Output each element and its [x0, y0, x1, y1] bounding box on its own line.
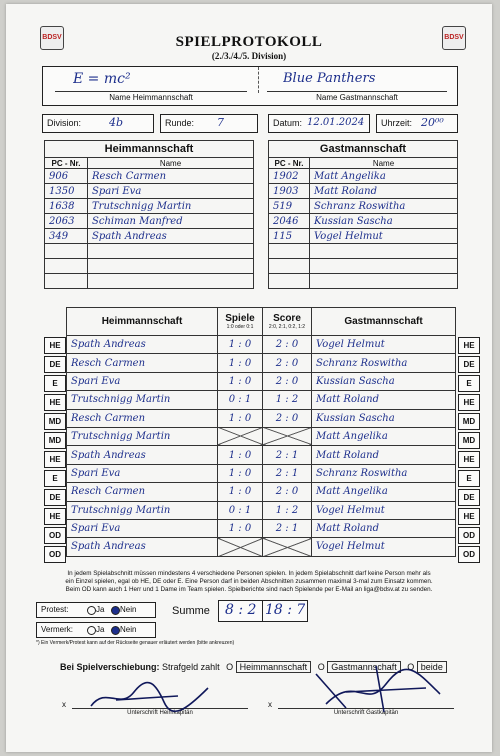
game-score[interactable]: 2 : 1 [263, 519, 312, 537]
game-home-player[interactable]: Spari Eva [67, 372, 218, 390]
game-code-badge: E [44, 375, 66, 392]
postponement-label: Bei Spielverschiebung: [60, 662, 160, 672]
guest-roster-name-cell[interactable]: Matt Roland [310, 184, 458, 199]
game-code-badge: OD [44, 546, 66, 563]
game-code-badge: HE [44, 508, 66, 525]
guest-roster-name-cell[interactable]: Vogel Helmut [310, 229, 458, 244]
game-row [67, 391, 456, 409]
guest-roster-pc-header: PC - Nr. [269, 158, 310, 169]
guest-team-name[interactable]: Blue Panthers [283, 71, 376, 86]
guest-roster-pc-cell[interactable]: 2046 [269, 214, 310, 229]
game-row [67, 409, 456, 427]
game-guest-player[interactable]: Schranz Roswitha [312, 464, 456, 482]
guest-roster-name-cell[interactable]: Matt Angelika [310, 169, 458, 184]
game-spiele[interactable]: 1 : 0 [218, 354, 263, 372]
opt-home-label[interactable]: Heimmannschaft [236, 661, 312, 673]
game-guest-player[interactable]: Schranz Roswitha [312, 354, 456, 372]
game-home-player[interactable]: Spari Eva [67, 519, 218, 537]
guest-roster-row [269, 259, 458, 274]
game-row [67, 354, 456, 372]
guest-roster-name-cell[interactable] [310, 274, 458, 289]
home-roster-row [45, 169, 254, 184]
game-spiele[interactable] [218, 538, 263, 556]
home-roster-pc-cell[interactable]: 906 [45, 169, 88, 184]
guest-roster-row [269, 274, 458, 289]
summe-label: Summe [172, 605, 210, 617]
game-row [67, 464, 456, 482]
rules-line-1: In jedem Spielabschnitt müssen mindestens 4 verschiedene Personen spielen. In jedem Spielabschnitt darf keine Person mehr als [67, 570, 431, 577]
guest-roster-pc-cell[interactable]: 115 [269, 229, 310, 244]
opt-both-label[interactable]: beide [417, 661, 447, 673]
guest-roster-pc-cell[interactable] [269, 274, 310, 289]
vermerk-label: Vermerk: [41, 625, 74, 634]
home-roster-row [45, 259, 254, 274]
guest-roster-row [269, 214, 458, 229]
game-code-badge: OD [458, 527, 480, 544]
home-roster-pc-header: PC - Nr. [45, 158, 88, 169]
game-row [67, 483, 456, 501]
game-code-badge: HE [44, 394, 66, 411]
game-code-badge: HE [44, 337, 66, 354]
game-code-badge: DE [458, 489, 480, 506]
game-home-player[interactable]: Trutschnigg Martin [67, 501, 218, 519]
summe-home-value[interactable]: 8 : 2 [225, 602, 257, 618]
game-score[interactable]: 2 : 0 [263, 336, 312, 354]
home-roster-row [45, 229, 254, 244]
game-code-badge: DE [44, 489, 66, 506]
page-subtitle: (2./3./4./5. Division) [211, 51, 287, 61]
game-code-badge: MD [458, 413, 480, 430]
game-spiele[interactable]: 1 : 0 [218, 464, 263, 482]
game-score[interactable]: 2 : 0 [263, 354, 312, 372]
summe-home-box [218, 600, 264, 622]
home-roster-table [44, 140, 254, 289]
guest-roster-name-cell[interactable] [310, 259, 458, 274]
vermerk-nein-label: Nein [120, 625, 137, 634]
opt-guest-label[interactable]: Gastmannschaft [327, 661, 401, 673]
vermerk-box [36, 622, 156, 638]
game-code-badge: E [458, 375, 480, 392]
time-label: Uhrzeit: [381, 118, 413, 128]
home-roster-name-cell[interactable]: Trutschnigg Martin [88, 199, 254, 214]
game-guest-player[interactable]: Kussian Sascha [312, 372, 456, 390]
home-roster-pc-cell[interactable]: 1638 [45, 199, 88, 214]
opt-both-marker[interactable]: O [407, 662, 415, 672]
game-code-badge: MD [458, 432, 480, 449]
game-home-player[interactable]: Resch Carmen [67, 409, 218, 427]
game-score[interactable] [263, 427, 312, 445]
guest-roster-pc-cell[interactable] [269, 259, 310, 274]
guest-roster-name-cell[interactable]: Kussian Sascha [310, 214, 458, 229]
game-guest-player[interactable]: Vogel Helmut [312, 336, 456, 354]
date-box [268, 114, 370, 133]
game-guest-player[interactable]: Matt Roland [312, 446, 456, 464]
guest-team-label: Name Gastmannschaft [316, 93, 398, 102]
game-home-player[interactable]: Trutschnigg Martin [67, 427, 218, 445]
sign-x-home: x [62, 700, 66, 709]
game-code-badge: OD [458, 546, 480, 563]
sign-label-guest: Unterschrift Gastkapitän [333, 710, 399, 716]
game-home-player[interactable]: Spath Andreas [67, 336, 218, 354]
home-captain-signature [86, 680, 216, 714]
game-row [67, 372, 456, 390]
game-guest-player[interactable]: Matt Angelika [312, 427, 456, 445]
date-label: Datum: [273, 118, 303, 128]
games-score-header-label: Score [273, 313, 301, 324]
game-score[interactable]: 1 : 2 [263, 391, 312, 409]
home-roster-row [45, 199, 254, 214]
games-guest-header: Gastmannschaft [312, 308, 456, 336]
game-guest-player[interactable]: Matt Roland [312, 519, 456, 537]
game-spiele[interactable]: 0 : 1 [218, 501, 263, 519]
game-spiele[interactable]: 1 : 0 [218, 519, 263, 537]
game-score[interactable]: 2 : 0 [263, 483, 312, 501]
game-row [67, 336, 456, 354]
game-spiele[interactable]: 1 : 0 [218, 372, 263, 390]
vermerk-ja-checkbox[interactable] [87, 626, 96, 635]
game-guest-player[interactable]: Matt Angelika [312, 483, 456, 501]
game-code-badge: E [44, 470, 66, 487]
guest-team-underline [267, 91, 447, 92]
game-code-badge: DE [44, 356, 66, 373]
game-code-badge: HE [458, 451, 480, 468]
home-roster-row [45, 244, 254, 259]
rules-line-2: ein Einzel spielen, egal ob HE, DE oder E. Eine Person darf in beiden Abschnitten zusammen maximal 3-mal zum Einsatz kommen. [65, 578, 433, 585]
round-value[interactable]: 7 [217, 116, 224, 129]
protest-label: Protest: [41, 605, 69, 614]
game-row [67, 446, 456, 464]
home-roster-title: Heimmannschaft [45, 141, 254, 158]
home-roster-pc-cell[interactable] [45, 244, 88, 259]
vermerk-ja-label: Ja [96, 625, 105, 634]
game-code-badge: OD [44, 527, 66, 544]
games-spiele-header-label: Spiele [225, 313, 255, 324]
protest-nein-label: Nein [120, 605, 137, 614]
game-home-player[interactable]: Resch Carmen [67, 483, 218, 501]
rules-line-3: Beim OD kann auch 1 Herr und 1 Dame im Team spielen. Spielberichte sind nach Spielende per E-Mail an liga@bdsv.at zu senden. [65, 586, 433, 593]
game-row [67, 538, 456, 556]
guest-roster-pc-cell[interactable]: 1902 [269, 169, 310, 184]
protest-box [36, 602, 156, 618]
game-row [67, 501, 456, 519]
game-score[interactable]: 1 : 2 [263, 501, 312, 519]
home-roster-pc-cell[interactable]: 1350 [45, 184, 88, 199]
score-sheet [6, 4, 492, 752]
games-home-header: Heimmannschaft [67, 308, 218, 336]
home-team-label: Name Heimmannschaft [109, 93, 193, 102]
guest-roster-row [269, 244, 458, 259]
guest-roster-row [269, 169, 458, 184]
game-score[interactable]: 2 : 0 [263, 372, 312, 390]
home-roster-pc-cell[interactable]: 2063 [45, 214, 88, 229]
game-guest-player[interactable]: Vogel Helmut [312, 538, 456, 556]
guest-roster-row [269, 229, 458, 244]
protest-nein-checkbox[interactable] [111, 606, 120, 615]
game-guest-player[interactable]: Vogel Helmut [312, 501, 456, 519]
game-score[interactable]: 2 : 1 [263, 446, 312, 464]
game-row [67, 519, 456, 537]
home-roster-name-cell[interactable]: Resch Carmen [88, 169, 254, 184]
opt-guest-marker[interactable]: O [317, 662, 325, 672]
round-box [160, 114, 258, 133]
time-box [376, 114, 458, 133]
game-code-badge: HE [458, 508, 480, 525]
division-label: Division: [47, 118, 82, 128]
game-score[interactable]: 2 : 1 [263, 464, 312, 482]
summe-guest-box [262, 600, 308, 622]
guest-roster-row [269, 184, 458, 199]
opt-home-marker[interactable]: O [226, 662, 234, 672]
game-code-badge: HE [44, 451, 66, 468]
guest-roster-title: Gastmannschaft [269, 141, 458, 158]
game-spiele[interactable]: 1 : 0 [218, 446, 263, 464]
sign-label-home: Unterschrift Heimkapitän [127, 710, 193, 716]
game-code-badge: E [458, 470, 480, 487]
home-roster-row [45, 274, 254, 289]
team-divider [258, 67, 259, 93]
home-roster-pc-cell[interactable] [45, 259, 88, 274]
division-value[interactable]: 4b [109, 116, 124, 129]
home-roster-name-cell[interactable] [88, 259, 254, 274]
games-score-header [263, 308, 312, 336]
games-spiele-header [218, 308, 263, 336]
home-roster-name-cell[interactable]: Spath Andreas [88, 229, 254, 244]
game-guest-player[interactable]: Kussian Sascha [312, 409, 456, 427]
rules-text [26, 570, 472, 594]
page-title: SPIELPROTOKOLL [175, 34, 323, 50]
game-spiele[interactable]: 1 : 0 [218, 336, 263, 354]
home-roster-name-header: Name [88, 158, 254, 169]
guest-captain-signature [306, 664, 446, 714]
guest-roster-table [268, 140, 458, 289]
games-table [66, 307, 456, 557]
guest-roster-row [269, 199, 458, 214]
guest-roster-name-cell[interactable] [310, 244, 458, 259]
guest-roster-pc-cell[interactable]: 1903 [269, 184, 310, 199]
home-roster-name-cell[interactable]: Schiman Manfred [88, 214, 254, 229]
protest-ja-label: Ja [96, 605, 105, 614]
home-team-underline [55, 91, 247, 92]
summe-guest-value[interactable]: 18 : 7 [265, 602, 306, 618]
game-code-badge: MD [44, 432, 66, 449]
home-roster-pc-cell[interactable]: 349 [45, 229, 88, 244]
game-code-badge: MD [44, 413, 66, 430]
game-home-player[interactable]: Trutschnigg Martin [67, 391, 218, 409]
bdsv-logo-left: BDSV [40, 26, 64, 50]
game-code-badge: DE [458, 356, 480, 373]
home-roster-pc-cell[interactable] [45, 274, 88, 289]
games-spiele-header-sub: 1:0 oder 0:1 [226, 324, 254, 330]
home-roster-row [45, 214, 254, 229]
division-box [42, 114, 154, 133]
guest-roster-pc-cell[interactable]: 519 [269, 199, 310, 214]
home-roster-name-cell[interactable] [88, 274, 254, 289]
game-spiele[interactable] [218, 427, 263, 445]
team-names-box [42, 66, 458, 106]
game-code-badge: HE [458, 394, 480, 411]
home-roster-row [45, 184, 254, 199]
footnote: *) Ein Vermerk/Protest kann auf der Rückseite genauer erläutert werden (bitte ankreuzen) [36, 640, 235, 646]
game-guest-player[interactable]: Matt Roland [312, 391, 456, 409]
game-score[interactable] [263, 538, 312, 556]
vermerk-nein-checkbox[interactable] [111, 626, 120, 635]
time-value[interactable]: 20⁰⁰ [421, 116, 444, 129]
date-value[interactable]: 12.01.2024 [307, 117, 365, 128]
home-team-name[interactable]: E = mc² [73, 71, 131, 87]
round-label: Runde: [165, 118, 195, 128]
game-spiele[interactable]: 1 : 0 [218, 409, 263, 427]
home-roster-name-cell[interactable] [88, 244, 254, 259]
game-spiele[interactable]: 1 : 0 [218, 483, 263, 501]
game-score[interactable]: 2 : 0 [263, 409, 312, 427]
sign-x-guest: x [268, 700, 272, 709]
games-score-header-sub: 2:0, 2:1, 0:2, 1:2 [268, 324, 306, 330]
guest-roster-pc-cell[interactable] [269, 244, 310, 259]
bdsv-logo-right: BDSV [442, 26, 466, 50]
game-home-player[interactable]: Resch Carmen [67, 354, 218, 372]
guest-roster-name-cell[interactable]: Schranz Roswitha [310, 199, 458, 214]
home-roster-name-cell[interactable]: Spari Eva [88, 184, 254, 199]
protest-ja-checkbox[interactable] [87, 606, 96, 615]
game-spiele[interactable]: 0 : 1 [218, 391, 263, 409]
game-home-player[interactable]: Spari Eva [67, 464, 218, 482]
game-home-player[interactable]: Spath Andreas [67, 446, 218, 464]
game-row [67, 427, 456, 445]
game-code-badge: HE [458, 337, 480, 354]
postponement-text: Strafgeld zahlt [162, 662, 220, 672]
game-home-player[interactable]: Spath Andreas [67, 538, 218, 556]
guest-roster-name-header: Name [310, 158, 458, 169]
